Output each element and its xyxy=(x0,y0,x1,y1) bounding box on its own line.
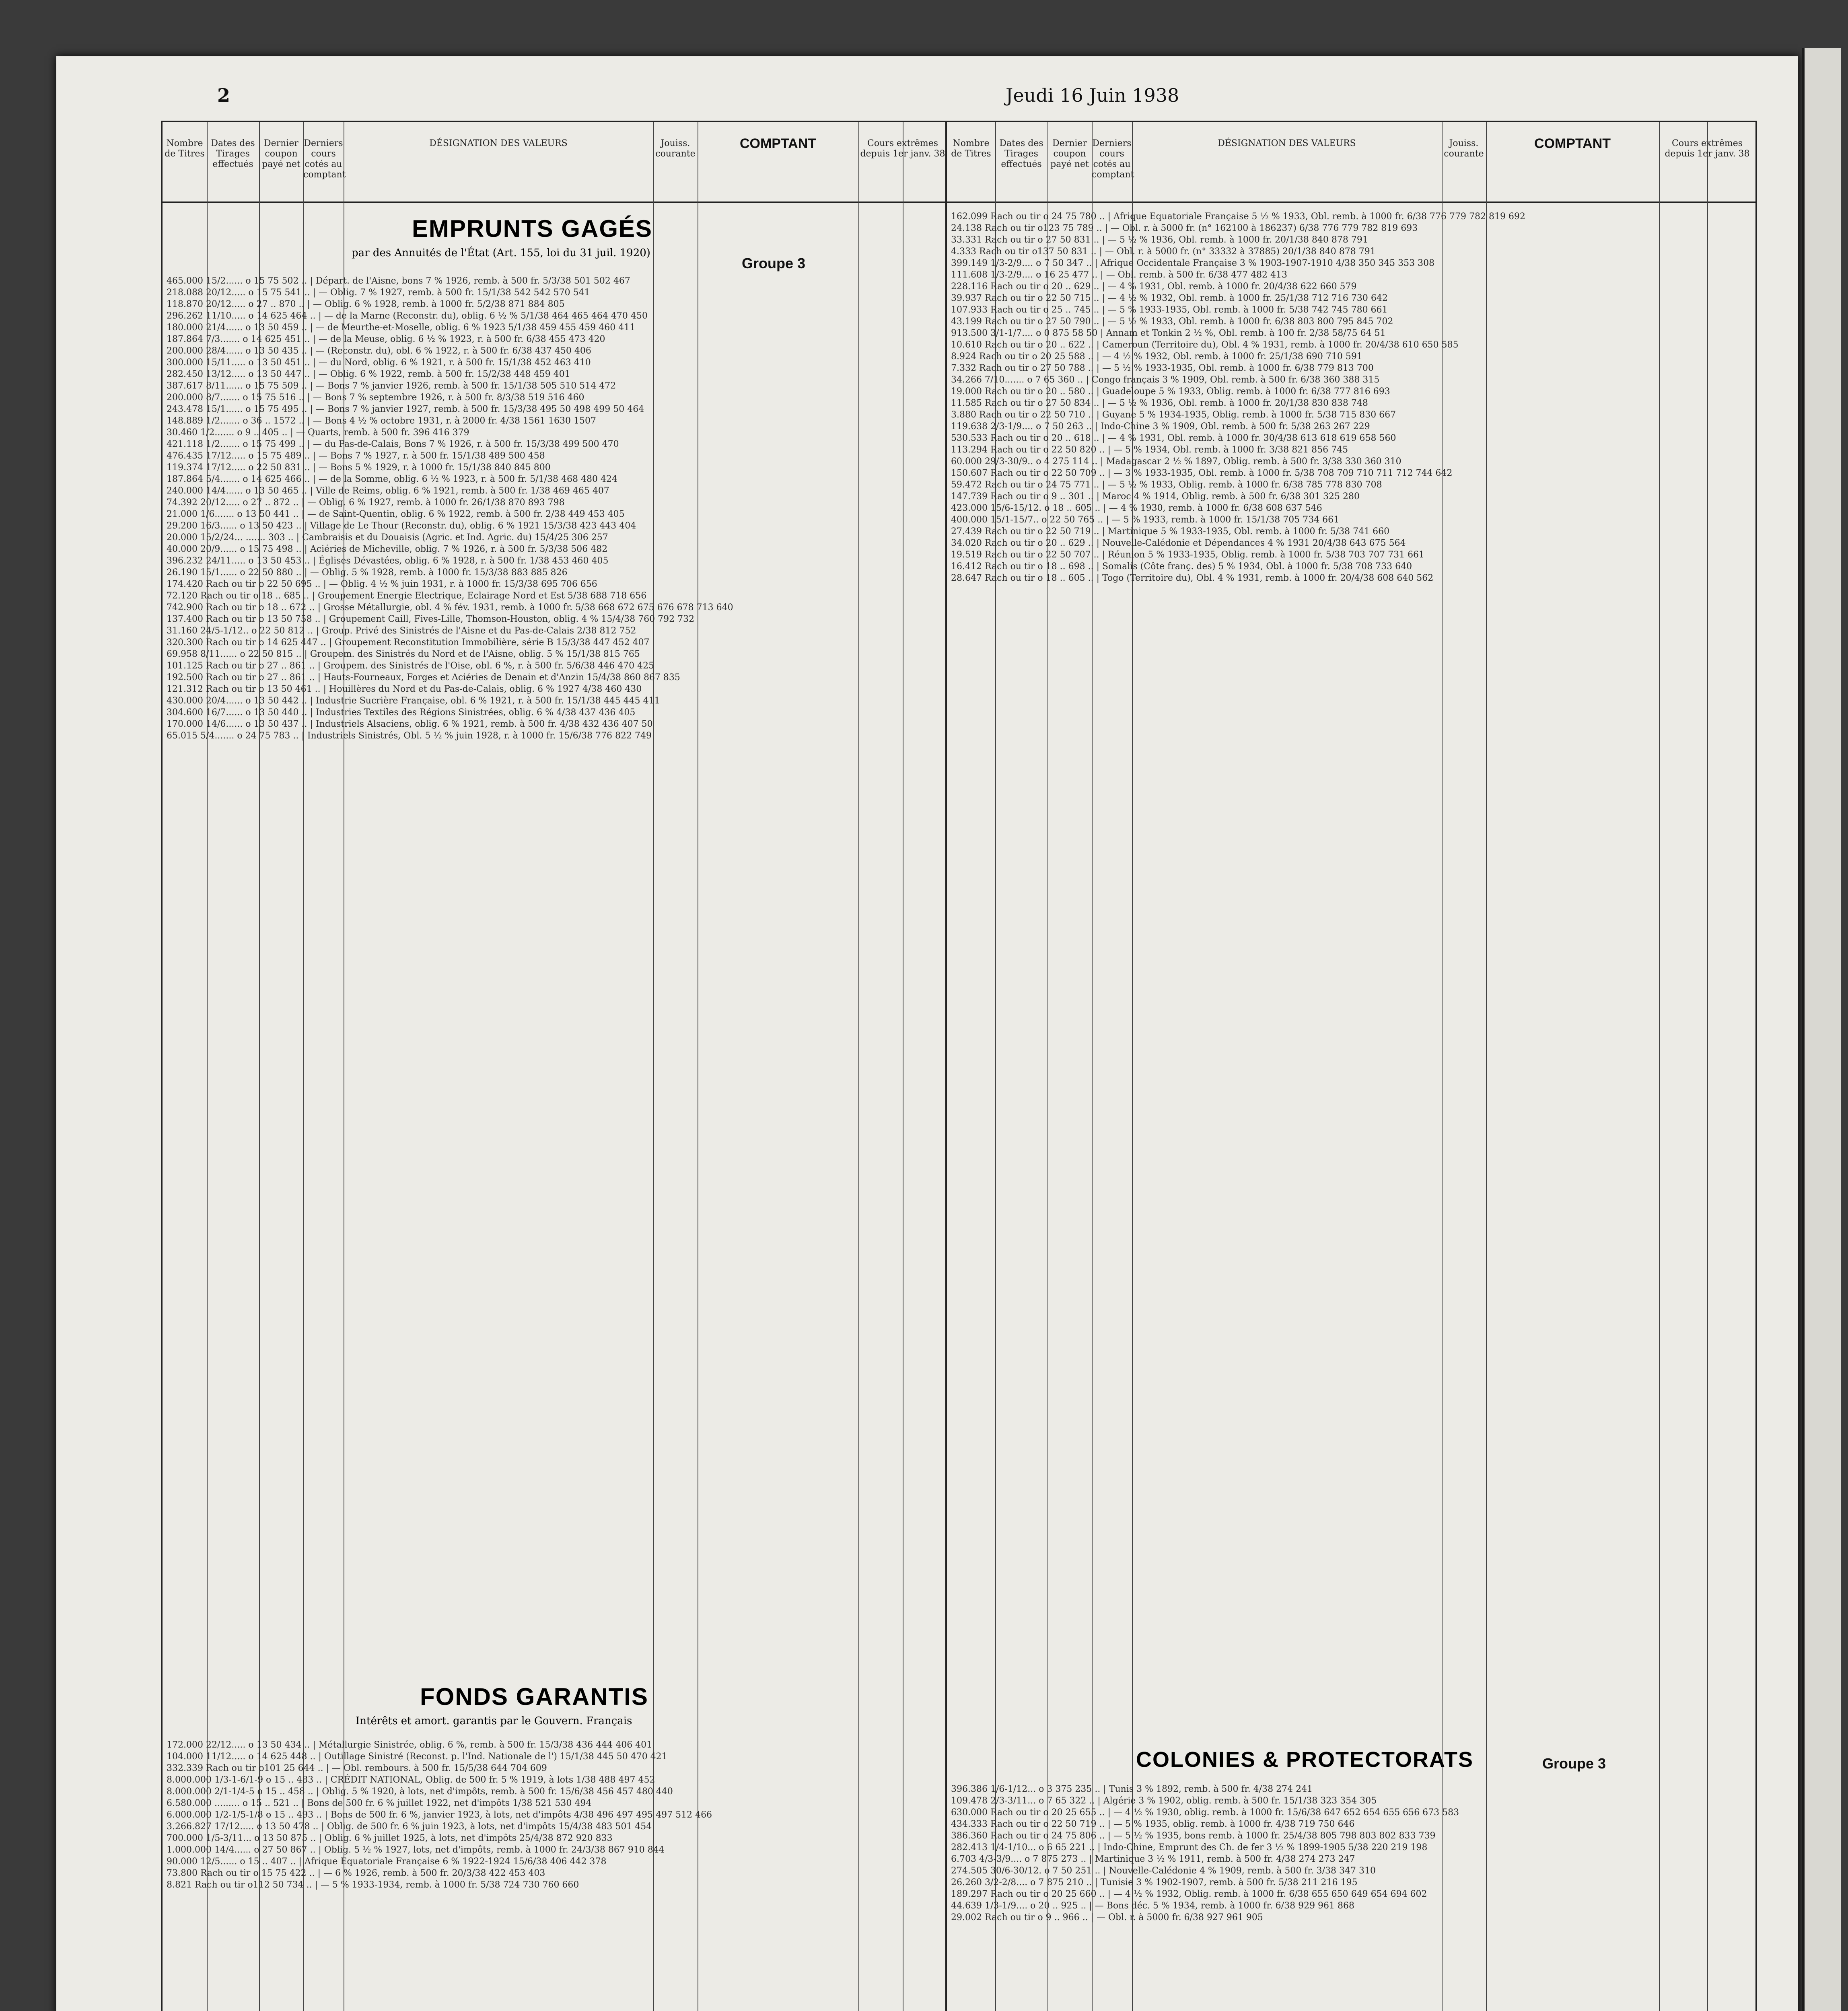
left-half xyxy=(163,122,947,2011)
col-comptant-r: COMPTANT xyxy=(1486,122,1659,203)
table-row: 59.472 Rach ou tir o 24 75 771 .. | — 5 ½ % 1933, Oblig. remb. à 1000 fr. 6/38 785 778 830 708 xyxy=(951,480,1382,490)
table-row: 119.374 17/12..... o 22 50 831 .. | — Bons 5 % 1929, r. à 1000 fr. 15/1/38 840 845 800 xyxy=(167,463,551,473)
table-row: 282.450 13/12..... o 13 50 447 .. | — Oblig. 6 % 1922, remb. à 500 fr. 15/2/38 448 459 401 xyxy=(167,369,570,379)
col-designation: DÉSIGNATION DES VALEURS xyxy=(344,122,653,203)
groupe-label-left: Groupe 3 xyxy=(742,255,806,271)
table-row: 189.297 Rach ou tir o 20 25 660 .. | — 4 ½ % 1932, Oblig. remb. à 1000 fr. 6/38 655 650 649 654 694 602 xyxy=(951,1889,1427,1899)
table-row: 282.413 1/4-1/10... o 6 65 221 .. | Indo-Chine, Emprunt des Ch. de fer 3 ½ % 1899-1905 5/38 220 219 198 xyxy=(951,1842,1428,1853)
table-row: 3.880 Rach ou tir o 22 50 710 .. | Guyane 5 % 1934-1935, Oblig. remb. à 1000 fr. 5/38 715 830 667 xyxy=(951,410,1396,420)
table-row: 137.400 Rach ou tir o 13 50 758 .. | Groupement Caill, Fives-Lille, Thomson-Houston, oblig. 4 % 15/4/38 760 792 732 xyxy=(167,614,695,624)
emprunts-gages-subtitle: par des Annuités de l'État (Art. 155, loi du 31 juil. 1920) xyxy=(352,247,650,259)
table-row: 296.262 11/10..... o 14 625 464 .. | — de la Marne (Reconstr. du), oblig. 6 ½ % 5/1/38 464 465 464 470 450 xyxy=(167,311,648,321)
left-rows-2 xyxy=(167,1739,943,2011)
right-half xyxy=(947,122,1755,2011)
table-row: 3.266.827 17/12..... o 13 50 478 .. | Oblig. de 500 fr. 6 % juin 1923, à lots, net d'impôts 15/4/38 483 501 454 xyxy=(167,1822,652,1832)
table-row: 40.000 20/9...... o 15 75 498 .. | Aciéries de Micheville, oblig. 7 % 1926, r. à 500 fr. 5/3/38 506 482 xyxy=(167,544,608,554)
next-page-edge xyxy=(1802,48,1841,2011)
table-row: 72.120 Rach ou tir o 18 .. 685 .. | Groupement Energie Electrique, Eclairage Nord et Est 5/38 688 718 656 xyxy=(167,591,647,601)
table-row: 4.333 Rach ou tir o137 50 831 .. | — Obl. r. à 5000 fr. (n° 33332 à 37885) 20/1/38 840 878 791 xyxy=(951,247,1376,257)
table-row: 465.000 15/2...... o 15 75 502 .. | Départ. de l'Aisne, bons 7 % 1926, remb. à 500 fr. 5/3/38 501 502 467 xyxy=(167,276,630,286)
col-nombre: Nombre de Titres xyxy=(163,122,207,203)
table-row: 16.412 Rach ou tir o 18 .. 698 .. | Somalis (Côte franç. des) 5 % 1934, Obl. à 1000 fr. 5/38 708 733 640 xyxy=(951,561,1412,572)
table-row: 228.116 Rach ou tir o 20 .. 629 .. | — 4 % 1931, Obl. remb. à 1000 fr. 20/4/38 622 660 579 xyxy=(951,282,1357,292)
table-row: 6.703 4/3-3/9.... o 7 875 273 .. | Martinique 3 ½ % 1911, remb. à 500 fr. 4/38 274 273 247 xyxy=(951,1854,1355,1864)
table-row: 107.933 Rach ou tir o 25 .. 745 .. | — 5 % 1933-1935, Obl. remb. à 1000 fr. 5/38 742 745 780 661 xyxy=(951,305,1388,315)
table-row: 8.000.000 1/3-1-6/1-9 o 15 .. 483 .. | CRÉDIT NATIONAL, Oblig. de 500 fr. 5 % 1919, à lots 1/38 488 497 452 xyxy=(167,1775,655,1785)
page-number: 2 xyxy=(217,84,230,106)
table-row: 60.000 29/3-30/9.. o 4 275 114 .. | Madagascar 2 ½ % 1897, Oblig. remb. à 500 fr. 3/38 330 360 310 xyxy=(951,456,1401,467)
col-designation-r: DÉSIGNATION DES VALEURS xyxy=(1132,122,1442,203)
table-row: 399.149 1/3-2/9.... o 7 50 347 .. | Afrique Occidentale Française 3 % 1903-1907-1910 4/38 350 345 353 308 xyxy=(951,258,1435,268)
col-coupon-r: Dernier coupon payé net xyxy=(1047,122,1092,203)
table-row: 274.505 30/6-30/12. o 7 50 251 .. | Nouvelle-Calédonie 4 % 1909, remb. à 500 fr. 3/38 347 310 xyxy=(951,1866,1376,1876)
table-row: 387.617 8/11...... o 15 75 509 .. | — Bons 7 % janvier 1926, remb. à 500 fr. 15/1/38 505 510 514 472 xyxy=(167,381,616,391)
table-row: 400.000 15/1-15/7.. o 22 50 765 .. | — 5 % 1933, remb. à 1000 fr. 15/1/38 705 734 661 xyxy=(951,515,1340,525)
table-row: 476.435 17/12..... o 15 75 489 .. | — Bons 7 % 1927, r. à 500 fr. 15/1/38 489 500 458 xyxy=(167,451,545,461)
table-row: 332.339 Rach ou tir o101 25 644 .. | — Obl. rembours. à 500 fr. 15/5/38 644 704 609 xyxy=(167,1763,547,1773)
table-row: 180.000 21/4...... o 13 50 459 .. | — de Meurthe-et-Moselle, oblig. 6 % 1923 5/1/38 459 455 459 460 411 xyxy=(167,323,636,333)
col-dates: Dates des Tirages effectués xyxy=(207,122,259,203)
table-row: 21.000 1/6....... o 13 50 441 .. | — de Saint-Quentin, oblig. 6 % 1922, remb. à 500 fr. 2/38 449 453 405 xyxy=(167,509,625,519)
col-derniers-cours: Derniers cours cotés au comptant xyxy=(303,122,344,203)
table-row: 396.232 24/11..... o 13 50 453 .. | Églises Dévastées, oblig. 6 % 1928, r. à 500 fr. 1/38 453 460 405 xyxy=(167,556,609,566)
table-row: 530.533 Rach ou tir o 20 .. 618 .. | — 4 % 1931, Obl. remb. à 1000 fr. 30/4/38 613 618 619 658 560 xyxy=(951,433,1396,443)
table-row: 109.478 2/3-3/11... o 7 65 322 .. | Algérie 3 % 1902, oblig. remb. à 500 fr. 15/1/38 323 354 305 xyxy=(951,1796,1377,1806)
table-row: 28.647 Rach ou tir o 18 .. 605 .. | Togo (Territoire du), Obl. 4 % 1931, remb. à 1000 fr. 20/4/38 608 640 562 xyxy=(951,573,1434,583)
table-row: 27.439 Rach ou tir o 22 50 719 .. | Martinique 5 % 1933-1935, Obl. remb. à 1000 fr. 5/38 741 660 xyxy=(951,526,1390,537)
table-row: 65.015 5/4....... o 24 75 783 .. | Industriels Sinistrés, Obl. 5 ½ % juin 1928, r. à 1000 fr. 15/6/38 776 822 749 xyxy=(167,731,652,741)
table-row: 30.460 1/2....... o 9 .. 405 .. | — Quarts, remb. à 500 fr. 396 416 379 xyxy=(167,428,469,438)
table-row: 29.002 Rach ou tir o 9 .. 966 .. | — Obl. r. à 5000 fr. 6/38 927 961 905 xyxy=(951,1912,1263,1923)
table-row: 148.889 1/2....... o 36 .. 1572 .. | — Bons 4 ½ % octobre 1931, r. à 2000 fr. 4/38 1561 1630 1507 xyxy=(167,416,596,426)
emprunts-gages-title: EMPRUNTS GAGÉS xyxy=(412,215,653,242)
table-row: 26.260 3/2-2/8.... o 7 875 210 .. | Tunisie 3 % 1902-1907, remb. à 500 fr. 5/38 211 216 195 xyxy=(951,1877,1358,1888)
table-row: 11.585 Rach ou tir o 27 50 834 .. | — 5 ½ % 1936, Obl. remb. à 1000 fr. 20/1/38 830 838 748 xyxy=(951,398,1368,408)
colonies-title: COLONIES & PROTECTORATS xyxy=(1136,1748,1474,1772)
table-row: 44.639 1/3-1/9.... o 20 .. 925 .. | — Bons déc. 5 % 1934, remb. à 1000 fr. 6/38 929 961 868 xyxy=(951,1901,1355,1911)
table-row: 396.386 1/6-1/12... o 3 375 235 .. | Tunis 3 % 1892, remb. à 500 fr. 4/38 274 241 xyxy=(951,1784,1313,1794)
table-row: 73.800 Rach ou tir o 15 75 422 .. | — 6 % 1926, remb. à 500 fr. 20/3/38 422 453 403 xyxy=(167,1868,545,1878)
table-row: 90.000 12/5...... o 15 .. 407 .. | Afrique Equatoriale Française 6 % 1922-1924 15/6/38 406 442 378 xyxy=(167,1857,607,1867)
table-row: 218.088 20/12..... o 15 75 541 .. | — Oblig. 7 % 1927, remb. à 500 fr. 15/1/38 542 542 570 541 xyxy=(167,288,590,298)
table-row: 20.000 15/2/24... ....... 303 .. | Cambraisis et du Douaisis (Agric. et Ind. Agric. du) 15/4/25 306 257 xyxy=(167,533,608,543)
table-row: 29.200 16/3...... o 13 50 423 .. | Village de Le Thour (Reconstr. du), oblig. 6 % 1921 15/3/38 423 443 404 xyxy=(167,521,636,531)
col-comptant: COMPTANT xyxy=(698,122,858,203)
groupe-label-right: Groupe 3 xyxy=(1542,1755,1606,1772)
table-row: 913.500 3/1-1/7.... o 0 875 58 50 | Annam et Tonkin 2 ½ %, Obl. remb. à 100 fr. 2/38 58/75 64 51 xyxy=(951,328,1386,338)
table-row: 104.000 11/12..... o 14 625 448 .. | Outillage Sinistré (Reconst. p. l'Ind. Nationale de l') 15/1/38 445 50 470 421 xyxy=(167,1752,667,1762)
table-row: 300.000 15/11..... o 13 50 451 .. | — du Nord, oblig. 6 % 1921, r. à 500 fr. 15/1/38 452 463 410 xyxy=(167,358,591,368)
table-row: 430.000 20/4...... o 13 50 442 .. | Industrie Sucrière Française, obl. 6 % 1921, r. à 500 fr. 15/1/38 445 445 411 xyxy=(167,696,660,706)
table-row: 34.266 7/10....... o 7 65 360 .. | Congo français 3 % 1909, Obl. remb. à 500 fr. 6/38 360 388 315 xyxy=(951,375,1380,385)
table-row: 192.500 Rach ou tir o 27 .. 861 .. | Hauts-Fourneaux, Forges et Aciéries de Denain et d'Anzin 15/4/38 860 867 835 xyxy=(167,672,680,683)
table-row: 434.333 Rach ou tir o 22 50 719 .. | — 5 % 1935, oblig. remb. à 1000 fr. 4/38 719 750 646 xyxy=(951,1819,1355,1829)
table-row: 74.392 20/12..... o 27 .. 872 .. | — Oblig. 6 % 1927, remb. à 1000 fr. 26/1/38 870 893 798 xyxy=(167,498,565,508)
table-row: 172.000 22/12..... o 13 50 434 .. | Métallurgie Sinistrée, oblig. 6 %, remb. à 500 fr. 15/3/38 436 444 406 401 xyxy=(167,1740,652,1750)
table-row: 43.199 Rach ou tir o 27 50 790 .. | — 5 ½ % 1933, Obl. remb. à 1000 fr. 6/38 803 800 795 845 702 xyxy=(951,317,1393,327)
right-rows-1 xyxy=(951,211,1751,1723)
table-row: 174.420 Rach ou tir o 22 50 695 .. | — Oblig. 4 ½ % juin 1931, r. à 1000 fr. 15/3/38 695 706 656 xyxy=(167,579,597,589)
table-row: 111.608 1/3-2/9.... o 16 25 477 .. | — Obl. remb. à 500 fr. 6/38 477 482 413 xyxy=(951,270,1288,280)
table-row: 240.000 14/4...... o 13 50 465 .. | Ville de Reims, oblig. 6 % 1921, remb. à 500 fr. 1/38 469 465 407 xyxy=(167,486,609,496)
table-row: 304.600 16/7...... o 13 50 440 .. | Industries Textiles des Régions Sinistrées, oblig. 6 % 4/38 437 436 405 xyxy=(167,707,636,718)
table-row: 243.478 15/1...... o 15 75 495 .. | — Bons 7 % janvier 1927, remb. à 500 fr. 15/3/38 495 50 498 499 50 464 xyxy=(167,404,644,414)
table-row: 200.000 28/4...... o 13 50 435 .. | — (Reconstr. du), obl. 6 % 1922, r. à 500 fr. 6/38 437 450 406 xyxy=(167,346,591,356)
table-row: 121.312 Rach ou tir o 13 50 461 .. | Houillères du Nord et du Pas-de-Calais, oblig. 6 % 1927 4/38 460 430 xyxy=(167,684,642,694)
table-row: 31.160 24/5-1/12.. o 22 50 812 .. | Group. Privé des Sinistrés de l'Aisne et du Pas-de-Calais 2/38 812 752 xyxy=(167,626,636,636)
table-row: 19.519 Rach ou tir o 22 50 707 .. | Réunion 5 % 1933-1935, Oblig. remb. à 1000 fr. 5/38 703 707 731 661 xyxy=(951,550,1425,560)
table-row: 320.300 Rach ou tir o 14 625 447 .. | Groupement Reconstitution Immobilière, série B 15/3/38 447 452 407 xyxy=(167,637,650,648)
table-row: 170.000 14/6...... o 13 50 437 .. | Industriels Alsaciens, oblig. 6 % 1921, remb. à 500 fr. 4/38 432 436 407 50 xyxy=(167,719,653,729)
table-row: 150.607 Rach ou tir o 22 50 709 .. | — 3 % 1933-1935, Obl. remb. à 1000 fr. 5/38 708 709 710 711 712 744 642 xyxy=(951,468,1453,478)
table-row: 630.000 Rach ou tir o 20 25 655 .. | — 4 ½ % 1930, oblig. remb. à 1000 fr. 15/6/38 647 652 654 655 656 673 583 xyxy=(951,1807,1459,1818)
table-row: 19.000 Rach ou tir o 20 .. 580 .. | Guadeloupe 5 % 1933, Oblig. remb. à 1000 fr. 6/38 777 816 693 xyxy=(951,387,1390,397)
table-row: 162.099 Rach ou tir o 24 75 780 .. | Afrique Equatoriale Française 5 ½ % 1933, Obl. remb. à 1000 fr. 6/38 776 779 782 819 692 xyxy=(951,212,1525,222)
table-row: 386.360 Rach ou tir o 24 75 806 .. | — 5 ½ % 1935, bons remb. à 1000 fr. 25/4/38 805 798 803 802 833 739 xyxy=(951,1831,1436,1841)
col-cours-extremes: Cours extrêmes depuis 1er janv. 38 xyxy=(858,122,947,203)
fonds-garantis-title: FONDS GARANTIS xyxy=(420,1683,648,1710)
table-row: 1.000.000 14/4...... o 27 50 867 .. | Oblig. 5 ½ % 1927, lots, net d'impôts, remb. à 1000 fr. 24/3/38 867 910 844 xyxy=(167,1845,665,1855)
right-rows-2 xyxy=(951,1783,1751,2011)
left-rows-1 xyxy=(167,275,943,1675)
table-row: 7.332 Rach ou tir o 27 50 788 .. | — 5 ½ % 1933-1935, Obl. remb. à 1000 fr. 6/38 779 813 700 xyxy=(951,363,1374,373)
table-row: 421.118 1/2....... o 15 75 499 .. | — du Pas-de-Calais, Bons 7 % 1926, r. à 500 fr. 15/3/38 499 500 470 xyxy=(167,439,619,449)
table-row: 33.331 Rach ou tir o 27 50 831 .. | — 5 ½ % 1936, Obl. remb. à 1000 fr. 20/1/38 840 878 791 xyxy=(951,235,1368,245)
table-row: 8.000.000 2/1-1/4-5 o 15 .. 458 .. | Oblig. 5 % 1920, à lots, net d'impôts, remb. à 500 fr. 15/6/38 456 457 480 440 xyxy=(167,1787,673,1797)
table-row: 34.020 Rach ou tir o 20 .. 629 .. | Nouvelle-Calédonie et Dépendances 4 % 1931 20/4/38 643 675 564 xyxy=(951,538,1406,548)
page-date: Jeudi 16 Juin 1938 xyxy=(1006,84,1179,106)
table-row: 6.580.000 ......... o 15 .. 521 .. | Bons de 500 fr. 6 % juillet 1922, net d'impôts 1/38 521 530 494 xyxy=(167,1798,592,1808)
table-row: 700.000 1/5-3/11... o 13 50 875 .. | Oblig. 6 % juillet 1925, à lots, net d'impôts 25/4/38 872 920 833 xyxy=(167,1833,613,1843)
table-row: 187.864 7/3....... o 14 625 451 .. | — de la Meuse, oblig. 6 ½ % 1923, r. à 500 fr. 6/38 455 473 420 xyxy=(167,334,605,344)
table-row: 26.190 15/1...... o 22 50 880 .. | — Oblig. 5 % 1928, remb. à 1000 fr. 15/3/38 883 885 826 xyxy=(167,568,568,578)
col-jouiss: Jouiss. courante xyxy=(653,122,698,203)
table-row: 119.638 2/3-1/9.... o 7 50 263 .. | Indo-Chine 3 % 1909, Obl. remb. à 500 fr. 5/38 263 267 229 xyxy=(951,422,1370,432)
table-row: 101.125 Rach ou tir o 27 .. 861 .. | Groupem. des Sinistrés de l'Oise, obl. 6 %, r. à 500 fr. 5/6/38 446 470 425 xyxy=(167,661,654,671)
col-coupon: Dernier coupon payé net xyxy=(259,122,303,203)
table-row: 10.610 Rach ou tir o 20 .. 622 .. | Cameroun (Territoire du), Obl. 4 % 1931, remb. à 1000 fr. 20/4/38 610 650 585 xyxy=(951,340,1459,350)
table-row: 423.000 15/6-15/12. o 18 .. 605 .. | — 4 % 1930, remb. à 1000 fr. 6/38 608 637 546 xyxy=(951,503,1322,513)
col-nombre-r: Nombre de Titres xyxy=(947,122,995,203)
table-row: 113.294 Rach ou tir o 22 50 820 .. | — 5 % 1934, Obl. remb. à 1000 fr. 3/38 821 856 745 xyxy=(951,445,1348,455)
table-row: 8.924 Rach ou tir o 20 25 588 .. | — 4 ½ % 1932, Obl. remb. à 1000 fr. 25/1/38 690 710 591 xyxy=(951,352,1362,362)
quotation-table xyxy=(161,121,1757,2011)
table-row: 24.138 Rach ou tir o123 75 789 .. | — Obl. r. à 5000 fr. (n° 162100 à 186237) 6/38 776 779 782 819 693 xyxy=(951,223,1418,233)
col-jouiss-r: Jouiss. courante xyxy=(1442,122,1486,203)
col-dates-r: Dates des Tirages effectués xyxy=(995,122,1047,203)
table-row: 6.000.000 1/2-1/5-1/8 o 15 .. 493 .. | Bons de 500 fr. 6 %, janvier 1923, à lots, net d'impôts 4/38 496 497 495 497 512 466 xyxy=(167,1810,712,1820)
table-row: 118.870 20/12..... o 27 .. 870 .. | — Oblig. 6 % 1928, remb. à 1000 fr. 5/2/38 871 884 805 xyxy=(167,299,565,309)
table-row: 187.864 5/4....... o 14 625 466 .. | — de la Somme, oblig. 6 ½ % 1923, r. à 500 fr. 5/1/38 468 480 424 xyxy=(167,474,618,484)
table-row: 8.821 Rach ou tir o112 50 734 .. | — 5 % 1933-1934, remb. à 1000 fr. 5/38 724 730 760 660 xyxy=(167,1880,579,1890)
col-derniers-cours-r: Derniers cours cotés au comptant xyxy=(1092,122,1132,203)
table-row: 69.958 8/11...... o 22 50 815 .. | Groupem. des Sinistrés du Nord et de l'Aisne, oblig. 5 % 15/1/38 815 765 xyxy=(167,649,640,659)
col-cours-extremes-r: Cours extrêmes depuis 1er janv. 38 xyxy=(1659,122,1755,203)
table-row: 39.937 Rach ou tir o 22 50 715 .. | — 4 ½ % 1932, Obl. remb. à 1000 fr. 25/1/38 712 716 730 642 xyxy=(951,293,1388,303)
fonds-garantis-subtitle: Intérêts et amort. garantis par le Gouvern. Français xyxy=(356,1715,632,1727)
table-row: 200.000 8/7....... o 15 75 516 .. | — Bons 7 % septembre 1926, r. à 500 fr. 8/3/38 519 516 460 xyxy=(167,393,584,403)
table-row: 742.900 Rach ou tir o 18 .. 672 .. | Grosse Métallurgie, obl. 4 % fév. 1931, remb. à 1000 fr. 5/38 668 672 675 676 678 713 640 xyxy=(167,602,733,613)
table-row: 147.739 Rach ou tir o 9 .. 301 .. | Maroc 4 % 1914, Oblig. remb. à 500 fr. 6/38 301 325 280 xyxy=(951,491,1360,502)
